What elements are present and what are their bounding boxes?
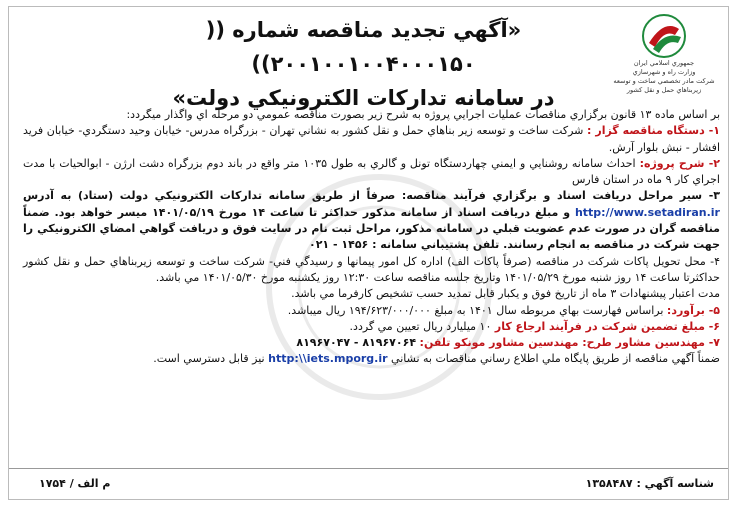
org-line-3: شركت مادر تخصصي ساخت و توسعه زيربناهاي حمل و نقل كشور [613,77,715,94]
portal-paragraph [23,351,720,367]
org-line-1: جمهوري اسلامي ايران [633,59,695,67]
tender-notice [8,6,729,500]
item-5-text: براساس فهارست بهاي مربوطه سال ۱۴۰۱ به مبلغ ۱۹۴/۶۲۳/۰۰۰/۰۰۰ ريال ميباشد. [287,303,664,317]
ad-id: شناسه آگهي : ۱۳۵۸۴۸۷ [585,477,714,490]
item-1 [23,123,720,156]
item-4 [23,254,720,287]
item-5-label: ۵- برآورد: [666,303,720,317]
item-7 [23,335,720,351]
organization-logo [604,13,724,105]
portal-text: ضمناً آگهي مناقصه از طريق پايگاه ملي اطلاع رساني مناقصات به نشاني [391,352,720,366]
iets-link[interactable]: http:\\iets.mporg.ir [268,352,388,366]
org-line-2: وزارت راه و شهرسازي [632,68,696,76]
item-3-text-c: ضمناً مناقصه گران در صورت عدم عضويت قبلي در سامانه مذكور، مراحل ثبت نام در سايت فوق و دريافت گواهي امضاي الكترونيكي را جهت شركت در مناقصه به انجام رسانند. تلفن پشتيباني سامانه : ۱۴۵۶ - ۰۲۱ [23,205,720,252]
item-1-text: شركت ساخت و توسعه زير بناهاي حمل و نقل كشور به نشاني تهران - بزرگراه مدرس- خيابان وحيد دستگردي- خيابان فريد افشار - نبش بلوار آرش. [23,124,720,154]
item-7-phones: ۸۱۹۶۷۰۶۴ - ۸۱۹۶۷۰۴۷ [296,336,417,350]
item-4-text: ۴- محل تحويل پاكات شركت در مناقصه (صرفاً پاكات الف) اداره كل امور پيمانها و رسيدگي فني- شركت ساخت و توسعه زيربناهاي حمل و نقل كشور حداكثرتا ساعت ۱۴ روز شنبه مورخ ۱۴۰۱/۰۵/۲۹ وتاريخ جلسه مناقصه ساعت ۱۲:۳۰ روز يكشنبه مورخ ۱۴۰۱/۰۵/۳۰ مي باشد. [23,254,720,284]
item-6 [23,319,720,335]
item-6-text: ۱۰ ميليارد ريال تعيين مي گردد. [349,319,492,333]
item-6-label: ۶- مبلغ تضمين شركت در فرآيند ارجاع كار [494,319,720,333]
road-logo-icon [641,13,687,59]
item-2-label: ۲- شرح پروژه: [639,156,720,170]
title-line-2: در سامانه تداركات الكترونيكي دولت» [172,86,555,110]
item-3-text-b: و مبلغ دريافت اسناد از سامانه مذكور حداكثر تا ساعت ۱۴ مورخ ۱۴۰۱/۰۵/۱۹ ميسر خواهد بود. [54,205,571,219]
title-line-1: «آگهي تجديد مناقصه شماره (( ۲۰۰۱۰۰۱۰۰۴۰۰۰۱۵۰)) [205,18,522,76]
ad-code: م الف / ۱۷۵۴ [39,477,111,490]
portal-tail: نيز قابل دسترسي است. [153,352,265,366]
item-7-label: ۷- مهندسين مشاور طرح: مهندسين مشاور مونكو تلفن: [419,336,720,350]
notice-title [149,13,578,115]
validity-paragraph: مدت اعتبار پيشنهادات ۳ ماه از تاريخ فوق و يكبار قابل تمديد حسب تشخيص كارفرما مي باشد. [291,287,720,301]
setadiran-link[interactable]: http://www.setadiran.ir [574,205,720,219]
item-2 [23,156,720,189]
item-1-label: ۱- دستگاه مناقصه گزار : [587,124,721,138]
item-3 [23,188,720,253]
notice-footer [9,468,728,499]
notice-header [9,9,728,110]
item-5 [23,303,720,319]
item-3-text-a: ۳- سير مراحل دريافت اسناد و برگزاري فرآيند مناقصه: صرفاً از طريق سامانه تداركات الكترونيكي دولت (ستاد) به آدرس [23,189,720,203]
item-2-text: احداث سامانه روشنايي و ايمني چهاردستگاه تونل و گالري به طول ۱۰۳۵ متر واقع در باند دوم بزرگراه دشت ارژن - ابوالحيات با مدت اجراي كار ۹ ماه در استان فارس [23,156,720,187]
intro-paragraph: بر اساس ماده ۱۳ قانون برگزاري مناقصات عمليات اجرايي پروژه به شرح زير بصورت مناقصه عمومي دو مرحله اي واگذار ميگردد: [126,108,720,121]
notice-body [23,107,720,368]
